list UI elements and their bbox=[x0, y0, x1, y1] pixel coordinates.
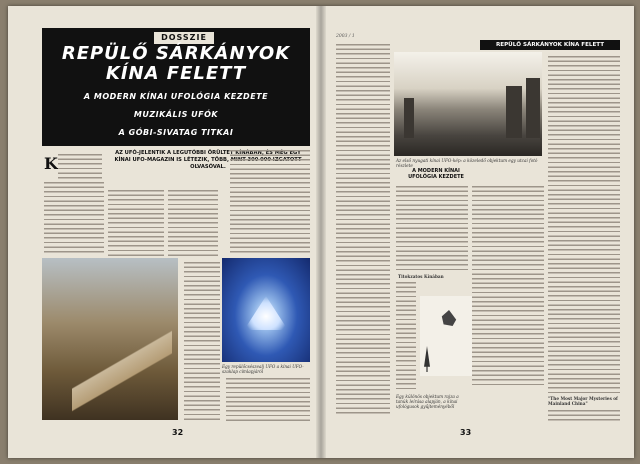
ufo-photo bbox=[222, 258, 310, 362]
building bbox=[526, 78, 540, 138]
body-text-column bbox=[168, 190, 218, 256]
body-text-column bbox=[396, 282, 416, 392]
body-text-column bbox=[230, 150, 310, 254]
bold-phrase-1: Titokzatos Kínában bbox=[398, 274, 444, 279]
subtitle-2: MUZIKÁLIS UFÓK bbox=[133, 110, 219, 119]
body-text-column bbox=[184, 262, 220, 422]
subhead-line1: A MODERN KÍNAI bbox=[412, 168, 460, 174]
building bbox=[404, 98, 414, 138]
title-block bbox=[42, 28, 310, 146]
subtitle-3: A GÓBI-SIVATAG TITKAI bbox=[118, 128, 234, 137]
page-number-left: 32 bbox=[172, 428, 184, 437]
ufo-icon bbox=[244, 296, 288, 330]
body-text-column bbox=[548, 410, 620, 422]
street-photo bbox=[394, 52, 542, 156]
gutter bbox=[316, 6, 326, 458]
great-wall-photo bbox=[42, 258, 178, 420]
body-text-column bbox=[108, 190, 164, 256]
subhead-line2: UFOLÓGIA KEZDETE bbox=[408, 174, 464, 180]
wall-segment bbox=[72, 328, 172, 420]
tree-icon bbox=[424, 346, 430, 372]
main-title bbox=[42, 44, 310, 84]
folio: 2003 / 1 bbox=[336, 34, 355, 39]
main-title-line1: REPÜLŐ SÁRKÁNYOK bbox=[61, 43, 291, 64]
body-text-column bbox=[472, 186, 544, 386]
body-text-column bbox=[58, 154, 102, 180]
body-text-column bbox=[548, 56, 620, 396]
section-tag: DOSSZIE bbox=[154, 32, 214, 44]
sketch-caption: Egy különös objektum rajza a tanúk leírása alapján, a kínai ufológusok gyűjteményéből bbox=[396, 394, 459, 410]
body-text-column bbox=[336, 44, 390, 414]
running-head: REPÜLŐ SÁRKÁNYOK KÍNA FELETT bbox=[480, 40, 620, 50]
ufo-caption: Egy repülőcsészealj UFO a kínai UFO-szaklap címlapjáról bbox=[222, 364, 304, 375]
body-text-column bbox=[44, 182, 104, 254]
body-text-column bbox=[396, 186, 468, 272]
subtitle-1: A MODERN KÍNAI UFOLÓGIA KEZDETE bbox=[83, 92, 269, 101]
dropcap: K bbox=[44, 154, 58, 173]
building bbox=[506, 86, 522, 138]
ufo-sketch bbox=[420, 296, 472, 376]
bold-phrase-2: "The Most Major Mysteries of Mainland China" bbox=[548, 396, 618, 407]
lead-paragraph: AZ UFÓ-JELENTIK A LEGUTÓBBI ÖRÜLTET KÍNÁBAN, ÉS MÉG EGY KÍNAI UFO-MAGAZIN IS LÉTEZIK, TÖBB, MINT 300 000 IZGATOTT OLVASÓVAL. bbox=[114, 150, 302, 170]
street-photo-caption: Az első nyugati kínai UFO-kép: a közeledő objektum egy utcai fotó részlete bbox=[396, 158, 538, 169]
body-text-column bbox=[226, 378, 310, 424]
ufo-icon bbox=[440, 310, 458, 326]
page-number-right: 33 bbox=[460, 428, 472, 437]
main-title-line2: KÍNA FELETT bbox=[105, 63, 247, 84]
section-subhead bbox=[396, 168, 476, 180]
